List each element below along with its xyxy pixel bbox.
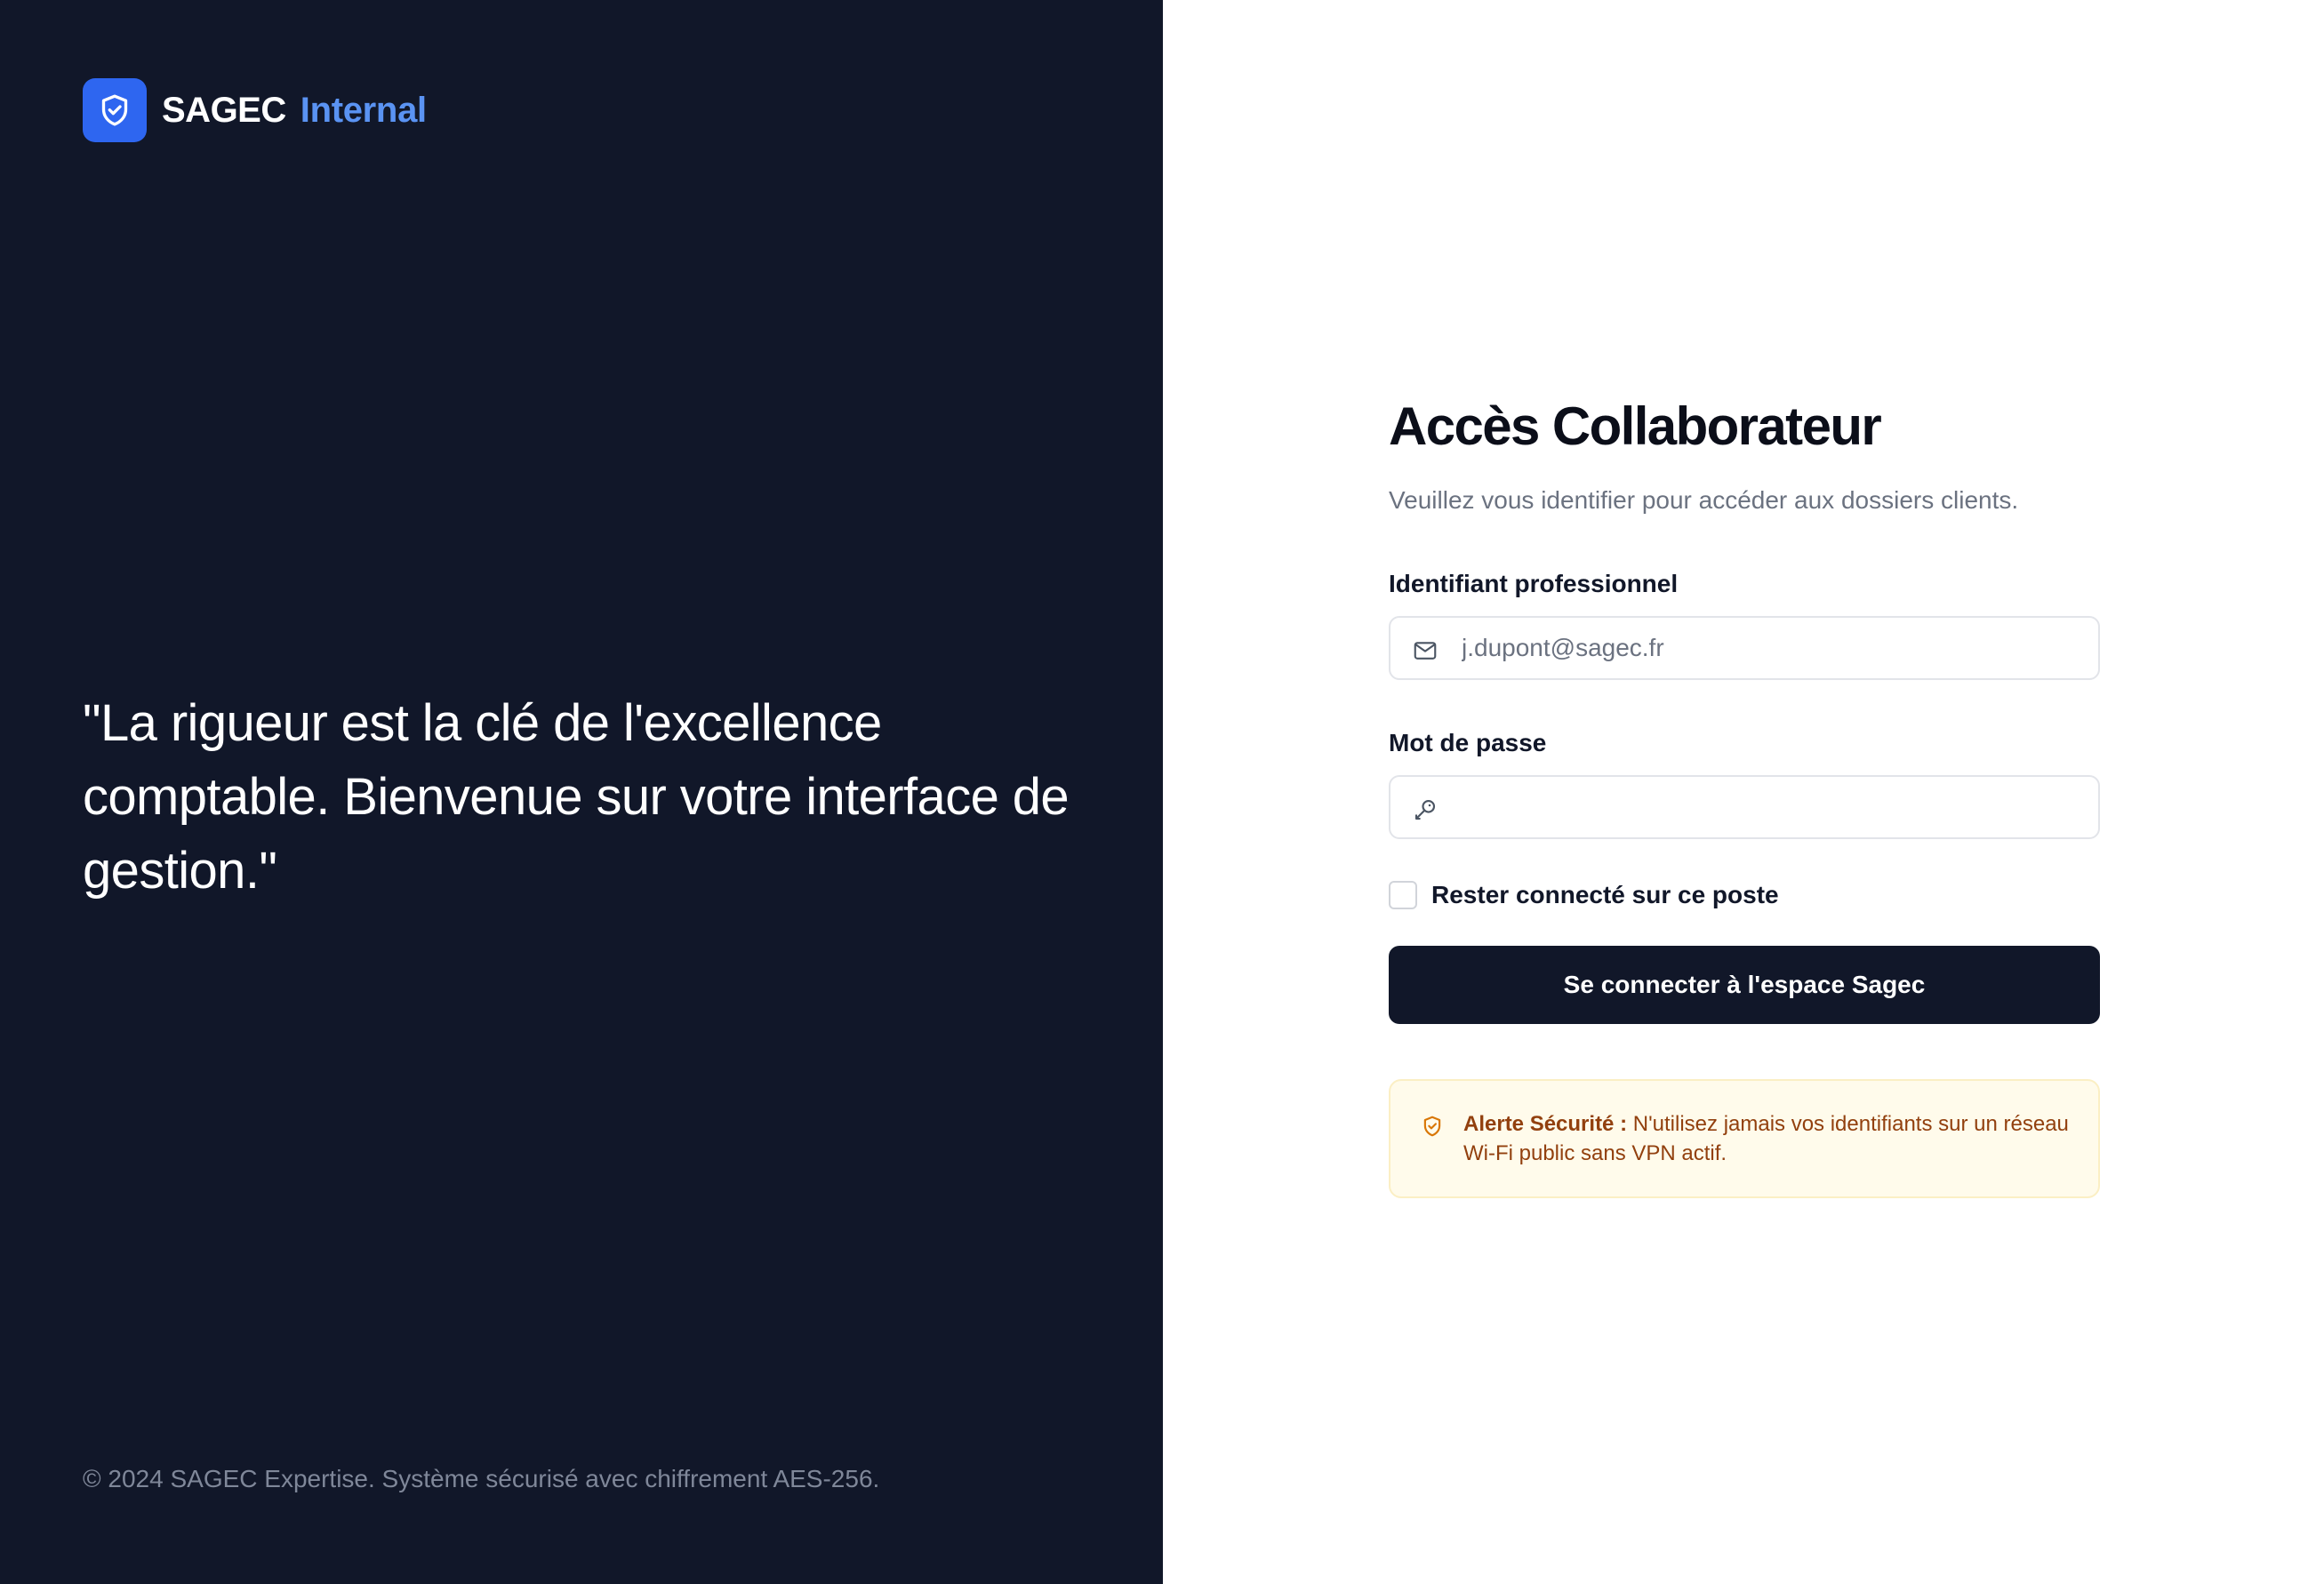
security-alert-title: Alerte Sécurité : [1463, 1112, 1628, 1136]
brand-tag: Internal [300, 90, 427, 130]
copyright-notice: © 2024 SAGEC Expertise. Système sécurisé avec chiffrement AES-256. [83, 1465, 880, 1492]
page-title: Accès Collaborateur [1389, 396, 1881, 456]
page-subtitle: Veuillez vous identifier pour accéder aux dossiers clients. [1389, 486, 2019, 514]
login-form [1389, 391, 2100, 1198]
remember-me-checkbox[interactable] [1389, 881, 1417, 909]
brand-logo[interactable] [83, 78, 427, 142]
brand-name: SAGEC [162, 90, 286, 130]
security-alert-message: N'utilisez jamais vos identifiants sur un réseau Wi-Fi public sans VPN actif. [1463, 1112, 2069, 1165]
mail-icon [1412, 637, 1438, 664]
identifier-input[interactable] [1390, 618, 2098, 678]
welcome-quote: "La rigueur est la clé de l'excellence comptable. Bienvenue sur votre interface de gestion." [83, 694, 1070, 900]
remember-me-label[interactable]: Rester connecté sur ce poste [1431, 881, 1779, 908]
security-alert [1389, 1079, 2100, 1198]
password-label: Mot de passe [1389, 729, 1547, 756]
login-button[interactable]: Se connecter à l'espace Sagec [1389, 946, 2100, 1024]
shield-check-icon [83, 78, 147, 142]
password-field-wrapper [1389, 775, 2100, 839]
identifier-field-wrapper [1389, 616, 2100, 680]
identifier-label: Identifiant professionnel [1389, 570, 1679, 597]
password-input[interactable] [1390, 777, 2098, 837]
shield-check-icon [1421, 1115, 1444, 1138]
login-panel [1163, 0, 2324, 1584]
key-icon [1412, 796, 1438, 823]
remember-me-row[interactable] [1389, 880, 2100, 910]
security-alert-text [1463, 1109, 2077, 1168]
